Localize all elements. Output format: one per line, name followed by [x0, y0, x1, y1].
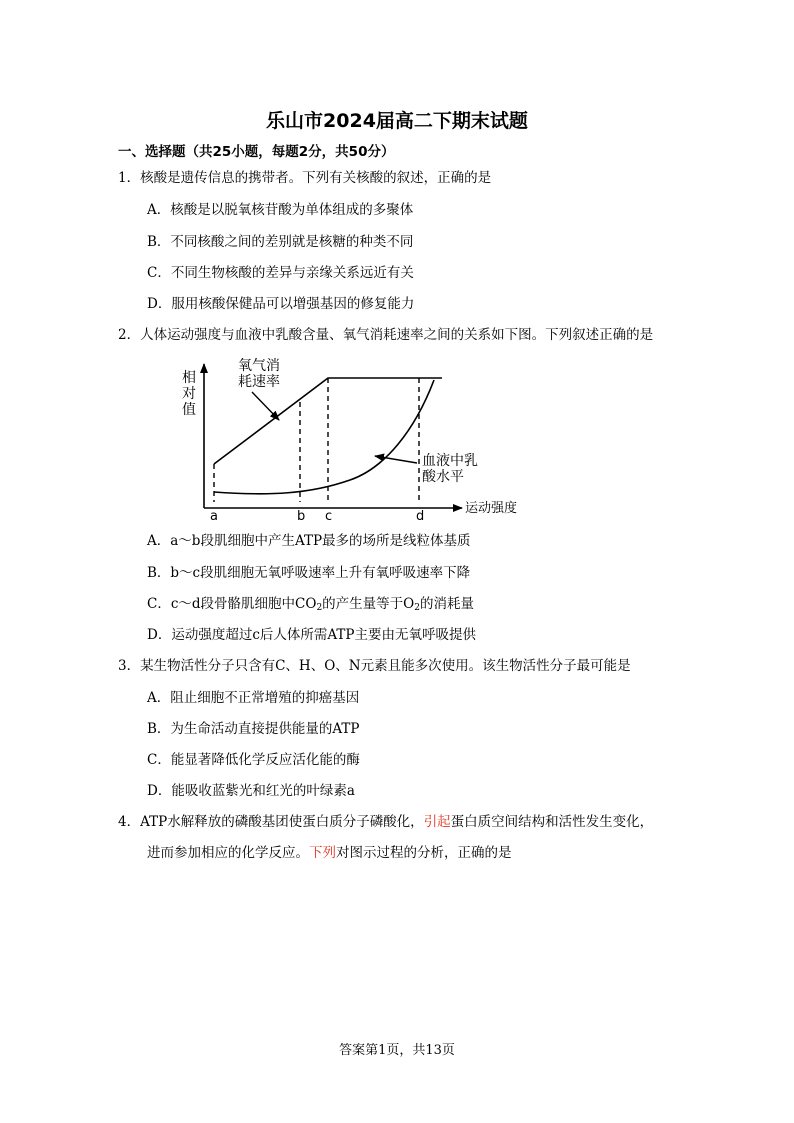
o2-subscript: 2 [414, 603, 420, 613]
tick-c: c [325, 509, 333, 524]
y-axis-label-2: 对 [182, 386, 196, 402]
q4-line1-part1: 4．ATP水解释放的磷酸基团使蛋白质分子磷酸化， [118, 814, 424, 830]
lactate-label-2: 酸水平 [422, 469, 464, 485]
question-1-option-d: D．服用核酸保健品可以增强基因的修复能力 [147, 296, 415, 312]
question-3-option-a: A．阻止细胞不正常增殖的抑癌基因 [147, 690, 360, 706]
co2-subscript: 2 [316, 603, 323, 613]
question-1-option-a: A．核酸是以脱氧核苷酸为单体组成的多聚体 [147, 202, 414, 218]
x-axis-label: 运动强度 [465, 501, 518, 516]
question-2-option-b: B．b～c段肌细胞无氧呼吸速率上升有氧呼吸速率下降 [147, 565, 471, 581]
question-2-stem: 2．人体运动强度与血液中乳酸含量、氧气消耗速率之间的关系如下图。下列叙述正确的是 [118, 327, 654, 343]
page-title: 乐山市2024届高二下期末试题 [266, 110, 528, 132]
section-heading: 一、选择题（共25小题，每题2分，共50分） [118, 144, 395, 160]
question-1-option-b: B．不同核酸之间的差别就是核糖的种类不同 [147, 234, 414, 250]
option-c-part2: 的产生量等于O [322, 596, 415, 612]
q4-line2-part1: 进而参加相应的化学反应。 [147, 845, 309, 861]
y-axis-label-3: 值 [182, 402, 196, 418]
oxygen-label-2: 耗速率 [238, 374, 280, 390]
question-3-option-b: B．为生命活动直接提供能量的ATP [147, 721, 360, 737]
q4-line1-part2: 蛋白质空间结构和活性发生变化， [450, 814, 654, 830]
question-2-option-a: A．a～b段肌细胞中产生ATP最多的场所是线粒体基质 [147, 533, 471, 549]
y-axis-label-1: 相 [182, 370, 196, 386]
question-1-option-c: C．不同生物核酸的差异与亲缘关系远近有关 [147, 265, 414, 281]
question-1-stem: 1．核酸是遗传信息的携带者。下列有关核酸的叙述，正确的是 [118, 170, 492, 186]
question-4-stem-line-1 [118, 810, 653, 830]
oxygen-label-1: 氧气消 [238, 358, 280, 374]
page-footer: 答案第1页，共13页 [339, 1043, 455, 1058]
q4-line2-part2: 对图示过程的分析，正确的是 [336, 845, 512, 861]
exercise-intensity-figure [160, 350, 520, 525]
question-2-option-c [147, 592, 474, 612]
question-3-option-d: D．能吸收蓝紫光和红光的叶绿素a [147, 783, 355, 799]
tick-b: b [297, 509, 306, 524]
question-4-stem-line-2 [147, 841, 512, 861]
lactate-curve [214, 380, 434, 494]
q4-line2-highlight: 下列 [309, 845, 336, 861]
tick-a: a [210, 509, 218, 524]
question-2-option-d: D．运动强度超过c后人体所需ATP主要由无氧呼吸提供 [147, 627, 476, 643]
question-3-option-c: C．能显著降低化学反应活化能的酶 [147, 752, 360, 768]
option-c-part1: C．c～d段骨骼肌细胞中CO [147, 596, 317, 612]
oxygen-label-arrow [252, 392, 279, 420]
question-3-stem: 3．某生物活性分子只含有C、H、O、N元素且能多次使用。该生物活性分子最可能是 [118, 658, 631, 674]
lactate-label-1: 血液中乳 [422, 453, 478, 469]
option-c-part3: 的消耗量 [419, 596, 474, 612]
q4-line1-highlight: 引起 [423, 814, 451, 830]
tick-d: d [416, 509, 425, 524]
